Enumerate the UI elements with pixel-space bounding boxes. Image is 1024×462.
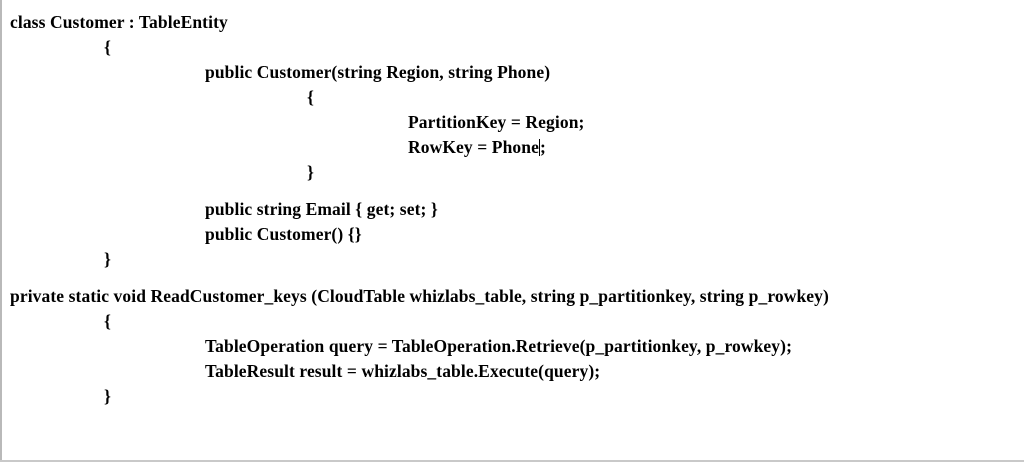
code-line: {	[104, 311, 111, 331]
code-line-tail: ;	[539, 137, 546, 157]
code-line: }	[104, 249, 111, 269]
code-line: public string Email { get; set; }	[205, 199, 438, 219]
code-line	[0, 135, 1024, 160]
code-line-text: RowKey = Phone	[408, 137, 539, 157]
code-line: }	[104, 386, 111, 406]
code-line: {	[104, 37, 111, 57]
code-line: TableResult result = whizlabs_table.Execute(query);	[205, 361, 601, 381]
code-line-blank	[0, 185, 1024, 197]
code-line: class Customer : TableEntity	[10, 12, 228, 32]
code-line: TableOperation query = TableOperation.Retrieve(p_partitionkey, p_rowkey);	[205, 336, 792, 356]
code-line: public Customer(string Region, string Phone)	[205, 62, 551, 82]
code-line: private static void ReadCustomer_keys (CloudTable whizlabs_table, string p_partitionkey, string p_rowkey)	[10, 286, 829, 306]
code-line: }	[307, 162, 314, 182]
code-line: PartitionKey = Region;	[408, 112, 585, 132]
code-line: {	[307, 87, 314, 107]
code-line-blank	[0, 272, 1024, 284]
code-line: public Customer() {}	[205, 224, 362, 244]
